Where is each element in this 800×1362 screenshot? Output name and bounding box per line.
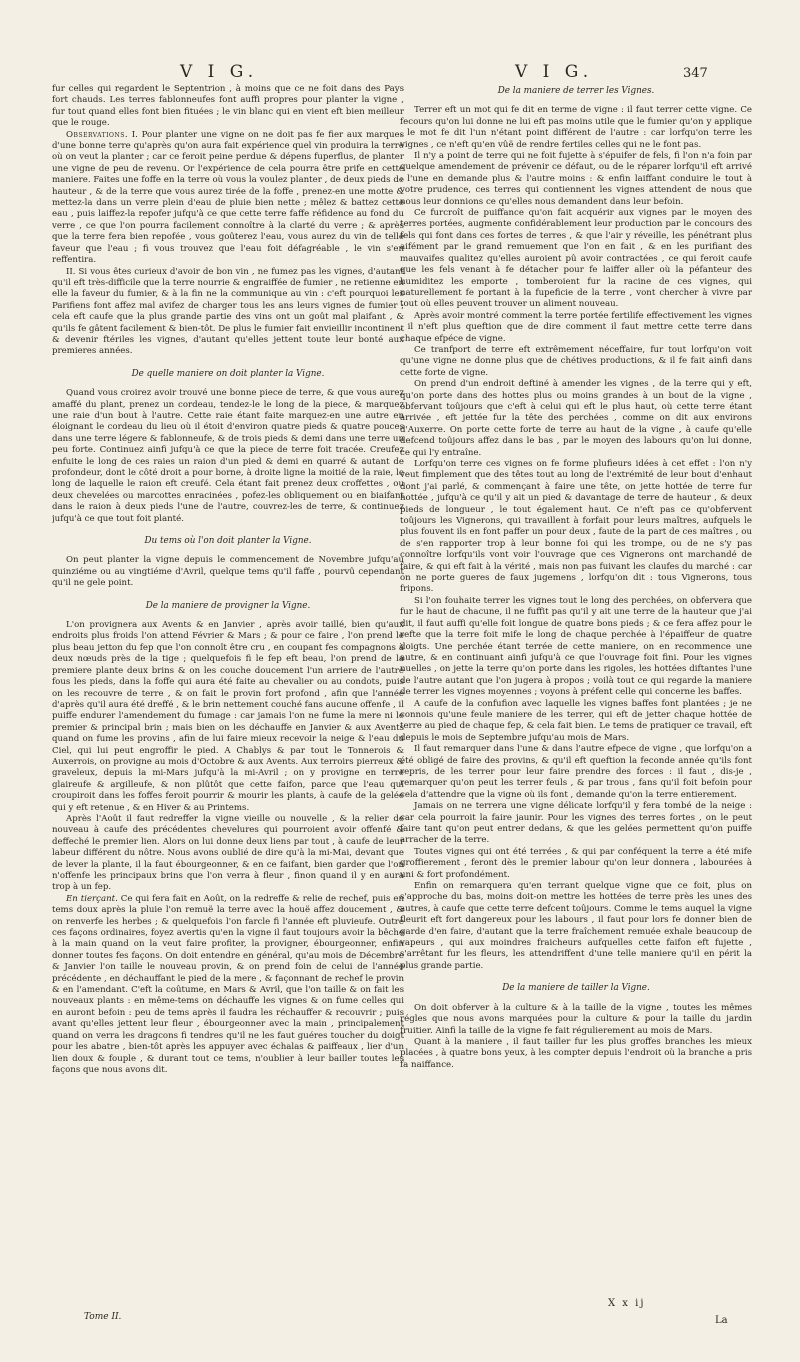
observations-paragraph [52, 130, 404, 267]
volume-label: Tome II. [84, 1312, 122, 1322]
paragraph: L'on provignera aux Avents & en Janvier , après avoir taillé, bien qu'aux endroits plus froids l'on attend Février & Mars ; & pour ce faire , l'on prend le plus beau jetton du fep que l'on connoît être cru , en coupant fes compagnons à deux nœuds près de la tige ; quelquefois fi le fep eft beau, l'on prend de la premiere plante deux brins & on les couche doucement l'un arriere de l'autre fous les pieds, dans la foffe qui aura été faite au chevalier ou au condots, puis on les recouvre de terre , & on fait le provin fort profond , afin que l'année d'après qu'il aura été dreffé , & le brin nettement couché fans aucune offenfe , il puiffe endurer l'amendement du fumage : car jamais l'on ne fume la mere ni le premier & principal brin ; mais bien on les déchauffe en Janvier & aux Avents quand on fume les provins , afin de lui faire mieux recevoir la neige & l'eau du Ciel, qui lui peut engroffir le pied. A Chablys & par tout le Tonnerois & Auxerrois, on provigne au mois d'Octobre & aux Avents. Aux terroirs pierreux & graveleux, depuis la mi-Mars jufqu'à la mi-Avril ; on y provigne en terre glaireufe & argilleufe, & non plûtôt que cette faifon, parce que l'eau qui croupiroit dans les foffes feroit pourrir & mourir les plants, à caufe de la gelée qui y eft retenue , & en Hiver & au Printems. [52, 620, 404, 813]
section-heading: De la maniere de provigner la Vigne. [145, 600, 311, 611]
paragraph-text: Ce qui fera fait en Août, on la redreffe & relie de rechef, puis en tems doux après la pluie l'on remuë la terre avec la houë affez doucement , & on renverfe les herbes ; & quelquefois l'on farcle fi l'année eft pluvieufe. Outre ces façons ordinaires, foyez avertis qu'en la vigne il faut toujours avoir la bêche à la main quand on la veut faire profiter, la provigner, ébourgeonner, enfin donner toutes fes façons. On doit entendre en général, qu'au mois de Décembre & Janvier l'on taille le nouveau provin, & on prend foin de celui de l'année précédente , en déchauffant le pied de la mere , & façonnant de rechef le provin & en l'amendant. C'eft la coûtume, en Mars & Avril, que l'on taille & on fait les nouveaux plants : en même-tems on déchauffe les vignes & on fume celles qui en auront befoin : peu de tems après il faudra les réchauffer & recouvrir ; puis avant qu'elles jettent leur fleur , ébourgeonner avec la main , principalement quand on verra les dragcons fi tendres qu'il ne les faut guéres toucher du doigt pour les abatre , bien-tôt après les appuyer avec échalas & paiffeaux , lier d'un lien doux & fouple , & durant tout ce tems, n'oublier à leur bailler toutes les façons que nous avons dit. [52, 893, 404, 1075]
catchword: La [715, 1315, 728, 1326]
paragraph: A caufe de la confufion avec laquelle les vignes baffes font plantées ; je ne connois qu'une feule maniere de les terrer, qui eft de jetter chaque hottée de terre au pied de chaque fep, & cela fait bien. Le tems de pratiquer ce travail, eft depuis le mois de Septembre jufqu'au mois de Mars. [400, 698, 752, 743]
observation-1: I. Pour planter une vigne on ne doit pas fe fier aux marques d'une bonne terre qu'après qu'on aura fait expérience quel vin produira la terre où on veut la planter ; car ce feroit peine perdue & dépens fuperflus, de planter une vigne de peu de revenu. Or l'expérience de cela pourra être prife en cette maniere. Faites une foffe en la terre où vous la voulez planter , de deux pieds de hauteur , & de la terre que vous aurez tirée de la foffe , prenez-en une motte & mettez-la dans un verre plein d'eau de pluie bien nette ; mêlez & battez cette eau , puis laiffez-la repofer jufqu'à ce que cette terre faffe réfidence au fond du verre , ce que l'on pourra facilement connoître à la clarté du verre ; & après que la terre fera bien repofée , vous goûterez l'eau, vous aurez du vin de telle faveur que l'eau ; fi vous trouvez que l'eau foit défagréable , le vin s'en reffentira. [52, 129, 404, 266]
paragraph: fur celles qui regardent le Septentrion , à moins que ce ne foit dans des Pays fort chauds. Les terres fablonneufes font auffi propres pour planter la vigne , fur tout quand elles font bien fituées ; le vin blanc qui en vient eft bien meilleur que le rouge. [52, 84, 404, 129]
paragraph: Il faut remarquer dans l'une & dans l'autre efpece de vigne , que lorfqu'on a été obligé de faire des provins, & qu'il eft queftion la feconde année qu'ils font repris, de les terrer pour leur faire prendre des forces : il faut , dis-je , remarquer qu'on peut les terrer feuls , & par trous , fans qu'il foit befoin pour cela d'attendre que la vigne où ils font , demande qu'on la terre entierement. [400, 744, 752, 800]
section-heading: De la maniere de terrer les Vignes. [497, 86, 655, 96]
running-head-left: V I G. [180, 62, 259, 82]
paragraph: Ce furcroît de puiffance qu'on fait acquérir aux vignes par le moyen des terres portées, augmente confidérablement leur production par le concours des fels qui font dans ces fortes de terres , & que l'air y réveille, les pénétrant plus aifément par le grand remuement que l'on en fait , & en les purifiant des mauvaifes qualitez qu'elles auroient pû avoir contractées , ce qui feroit caufe que les fels venant à fe détacher pour fe laiffer aller où la péfanteur des humiditez les emporte , tomberoient fur la racine de ces vignes, qui naturellement fe portant à la fupeficie de la terre , vont chercher à vivre par tout où elles peuvent trouver un aliment nouveau. [400, 208, 752, 310]
paragraph: Jamais on ne terrera une vigne délicate lorfqu'il y fera tombé de la neige : car cela pourroit la faire jaunir. Pour les vignes des terres fortes , on le peut faire tant qu'on peut entrer dedans, & que les gelées permettent qu'on puiffe arracher de la terre. [400, 801, 752, 846]
paragraph: II. Si vous êtes curieux d'avoir de bon vin , ne fumez pas les vignes, d'autant qu'il eft très-difficile que la terre nourrie & engraiffée de fumier , ne retienne en elle la faveur du fumier, & à la fin ne la communique au vin : c'eft pourquoi les Parifiens font affez mal avifez de charger tous les ans leurs vignes de fumier ; cela eft caufe que la plus grande partie des vins ont un goût mal plaifant , & qu'ils fe gâtent facilement & bien-tôt. De plus le fumier fait envieillir incontinent & devenir ftériles les vignes, d'autant qu'elles jettent toute leur bonté aux premieres années. [52, 266, 404, 357]
paragraph: Quand vous croirez avoir trouvé une bonne piece de terre, & que vous aurez amaffé du plant, prenez un cordeau, tendez-le le long de la piece, & marquez une raie d'un bout à l'autre. Cette raie étant faite marquez-en une autre en éloignant le cordeau du lieu où il étoit d'environ quatre pieds & quatre pouces dans une terre légere & fablonneufe, & de trois pieds & demi dans une terre un peu forte. Continuez ainfi jufqu'à ce que la piece de terre foit tracée. Creufez enfuite le long de ces raies un raion d'un pied & demi en quarré & autant de profondeur, dont le côté droit a pour borne, à droite ligne la moitié de la raie, le long de laquelle le raion eft creufé. Cela étant fait prenez deux croffettes , ou deux chevelées ou marcottes enracinées , pofez-les obliquement ou en biaifant dans le raion à deux pieds l'une de l'autre, couvrez-les de terre, & continuez jufqu'à ce que tout foit planté. [52, 388, 404, 524]
paragraph: Ce tranfport de terre eft extrêmement néceffaire, fur tout lorfqu'on voit qu'une vigne ne donne plus que de chétives productions, & il fe fait ainfi dans cette forte de vigne. [400, 344, 752, 378]
left-column [52, 84, 404, 1334]
paragraph: Lorfqu'on terre ces vignes on fe forme plufieurs idées à cet effet : l'on n'y veut fimplement que des têtes tout au long de l'extrémité de leur bout d'enhaut dont j'ai parlé, & commençant à faire une tête, on jette hottée de terre fur hottée , jufqu'à ce qu'il y ait un pied & davantage de terre de hauteur , & deux pieds de longueur , le tout également haut. Ce n'eft pas ce qu'obfervent toûjours les Vignerons, qui travaillent à forfait pour leurs maîtres, aufquels le plus fouvent ils en font paffer un pour deux , faute de la part de ces maîtres , ou de s'en rapporter trop à leur bonne foi qui les trompe, ou de ne s'y pas connoître lorfqu'ils vont voir l'ouvrage que ces Vignerons ont marchandé de faire, & qui eft fait à la vérité , mais non pas fuivant les claufes du marché : car on ne porte gueres de faux jugemens , lorfqu'on dit : tous Vignerons, tous fripons. [400, 459, 752, 595]
paragraph: Il n'y a point de terre qui ne foit fujette à s'épuifer de fels, fi l'on n'a foin par quelque amendement de prévenir ce défaut, ou de le réparer lorfqu'il eft arrivé : l'une en demande plus & l'autre moins : & enfin laiffant conduire le tout à votre prudence, ces terres qui contiennent les vignes attendent de nous que nous leur donnions ce qu'elles nous demandent dans leur befoin. [400, 151, 752, 207]
paragraph [52, 894, 404, 1077]
signature-mark: X x ij [608, 1298, 646, 1309]
page-number: 347 [683, 66, 708, 81]
paragraph: On peut planter la vigne depuis le commencement de Novembre jufqu'au quinziéme ou au vingtiéme d'Avril, quelque tems qu'il faffe , pourvû cependant qu'il ne gele point. [52, 555, 404, 589]
paragraph: Après l'Août il faut redreffer la vigne vieille ou nouvelle , & la relier de nouveau à caufe des précédentes chevelures qui pourroient avoir offenfé & deffeché le premier lien. Alors on lui donne deux liens par tout , à caufe de leur labeur différent du nôtre. Nous avons oublié de dire qu'à la mi-Mai, devant que de lever la plante, il la faut ébourgeonner, & en ce faifant, bien garder que l'on n'offenfe les principaux brins que l'on verra à fleur , finon quand il y en aura trop à un fep. [52, 813, 404, 893]
inline-label: En tierçant. [66, 893, 118, 904]
section-heading: De quelle maniere on doit planter la Vigne. [131, 368, 325, 379]
paragraph: Terrer eft un mot qui fe dit en terme de vigne : il faut terrer cette vigne. Ce fecours qu'on lui donne ne lui eft pas moins utile que le fumier qu'on y applique , le mot fe dit l'un n'étant point différent de l'autre : car lorfqu'on terre les vignes , ce n'eft qu'en vûë de rendre fertiles celles qui ne le font pas. [400, 105, 752, 150]
paragraph: Toutes vignes qui ont été terrées , & qui par conféquent la terre a été mife groffierement , feront dès le premier labour qu'on leur donnera , labourées à uni & fort profondément. [400, 846, 752, 880]
observations-label: Observations. [66, 129, 129, 140]
right-column [400, 84, 752, 1334]
paragraph: Enfin on remarquera qu'en terrant quelque vigne que ce foit, plus on s'approche du bas, moins doit-on mettre les hottées de terre près les unes des autres, à caufe que cette terre defcent toûjours. Comme le tems auquel la vigne fleurit eft fort dangereux pour les labours , il faut pour lors fe donner bien de garde d'en faire, d'autant que la terre fraîchement remuée exhale beaucoup de vapeurs , qui aux moindres fraicheurs aufquelles cette faifon eft fujette , s'arrêtant fur les fleurs, les attendriffent d'une telle maniere qu'il en périt la plus grande partie. [400, 881, 752, 971]
paragraph: On doit obferver à la culture & à la taille de la vigne , toutes les mêmes régles que nous avons marquées pour la culture & pour la taille du jardin fruitier. Ainfi la taille de la vigne fe fait régulierement au mois de Mars. [400, 1002, 752, 1036]
paragraph: Après avoir montré comment la terre portée fertilife effectivement les vignes , il n'eft plus queftion que de dire comment il faut mettre cette terre dans chaque efpéce de vigne. [400, 310, 752, 344]
running-head-right: V I G. [515, 62, 594, 82]
section-heading: De la maniere de tailler la Vigne. [502, 983, 650, 994]
paragraph: Si l'on fouhaite terrer les vignes tout le long des perchées, on obfervera que fur le haut de chacune, il ne fuffit pas qu'il y ait une terre de la hauteur que j'ai dit, il faut auffi qu'elle foit longue de quatre bons pieds ; & ce fera affez pour le refte que la terre foit mife le long de chaque perchée à l'épaiffeur de quatre doigts. Une perchée étant terrée de cette maniere, on en recommence une autre, & en continuant ainfi jufqu'à ce que l'ouvrage foit fini. Pour les vignes nuelles , on jette la terre qu'on porte dans les rigoles, les hottées diftantes l'une de l'autre autant que l'on jugera à propos ; voilà tout ce qui regarde la maniere de terrer les vignes moyennes ; voyons à préfent celle qui concerne les baffes. [400, 595, 752, 698]
section-heading: Du tems où l'on doit planter la Vigne. [144, 536, 312, 547]
paragraph: On prend d'un endroit deftiné à amender les vignes , de la terre qui y eft, qu'on porte dans des hottes plus ou moins grandes à un bout de la vigne , obfervant toûjours que c'eft à celui qui eft le plus haut, où cette terre étant arrivée , eft jettée fur la tête des perchées , comme on dit aux environs d'Auxerre. On porte cette forte de terre au haut de la vigne , à caufe qu'elle defcend toûjours affez dans le bas , par le moyen des labours qu'on lui donne, ce qui l'y entraîne. [400, 379, 752, 458]
paragraph: Quant à la maniere , il faut tailler fur les plus groffes branches les mieux placées , à quatre bons yeux, à les compter depuis l'endroit où la branche a pris fa naiffance. [400, 1036, 752, 1070]
